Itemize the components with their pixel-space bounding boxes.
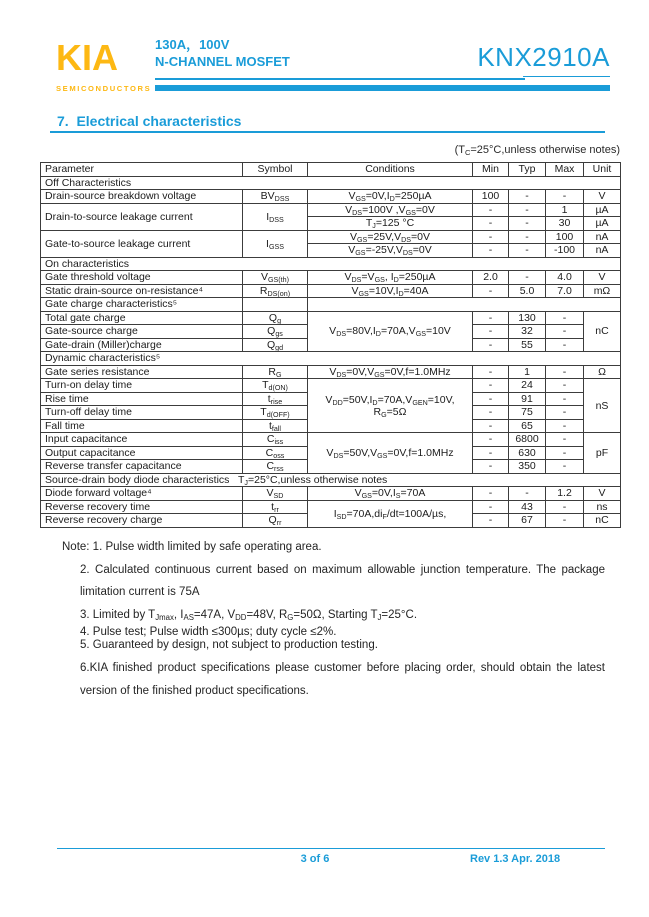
max-cell: - [546, 392, 584, 406]
cond-cell: $V_{GS}=0V,I_D=250\mu A$ [308, 190, 473, 204]
table-row [41, 487, 621, 501]
unit-cell: V [584, 190, 621, 204]
typ-cell: 350 [509, 460, 546, 474]
max-cell: - [546, 406, 584, 420]
symbol-cell: $Q_{gd}$ [243, 338, 308, 352]
notes-block [62, 536, 607, 702]
table-header-row [41, 163, 621, 177]
min-cell: - [473, 338, 509, 352]
col-header-typ: Typ [509, 163, 546, 177]
typ-cell: - [509, 190, 546, 204]
typ-cell: 1 [509, 365, 546, 379]
section-heading: 7. Electrical characteristics [57, 113, 242, 129]
symbol-cell: $Q_g$ [243, 311, 308, 325]
col-header-unit: Unit [584, 163, 621, 177]
typ-cell: 67 [509, 514, 546, 528]
header-thin-rule-left [155, 78, 525, 80]
symbol-cell: $I_{GSS}$ [243, 230, 308, 257]
param-cell: Input capacitance [41, 433, 243, 447]
table-row [41, 190, 621, 204]
cond-cell: $V_{DS}=80V,I_D=70A,V_{GS}=10V$ [308, 311, 473, 352]
max-cell: - [546, 500, 584, 514]
symbol-cell: $BV_{DSS}$ [243, 190, 308, 204]
max-cell: 1.2 [546, 487, 584, 501]
max-cell: - [546, 190, 584, 204]
symbol-cell: $t_{rise}$ [243, 392, 308, 406]
kia-logo: KIA [56, 37, 118, 78]
min-cell: - [473, 446, 509, 460]
param-cell: Reverse recovery charge [41, 514, 243, 528]
max-cell: 4.0 [546, 271, 584, 285]
min-cell: - [473, 230, 509, 244]
max-cell: - [546, 419, 584, 433]
typ-cell: 55 [509, 338, 546, 352]
unit-cell: V [584, 271, 621, 285]
max-cell: - [546, 460, 584, 474]
col-header-min: Min [473, 163, 509, 177]
symbol-cell: $R_G$ [243, 365, 308, 379]
note-3: 3. Limited by $T_{Jmax}$, $I_{AS}=47A$, $V_{DD}=48V$, $R_G=50\Omega$, Starting $T_J=25^\circ C$. [80, 608, 418, 622]
symbol-cell: $t_{rr}$ [243, 500, 308, 514]
device-subtitle [155, 36, 290, 70]
typ-cell: 630 [509, 446, 546, 460]
typ-cell: 6800 [509, 433, 546, 447]
symbol-cell: $V_{GS(th)}$ [243, 271, 308, 285]
table-row [41, 365, 621, 379]
min-cell: - [473, 311, 509, 325]
unit-cell: nS [584, 379, 621, 433]
cond-cell: $V_{DS}=0V,V_{GS}=0V,f=1.0MHz$ [308, 365, 473, 379]
unit-cell: V [584, 487, 621, 501]
typ-cell: 32 [509, 325, 546, 339]
typ-cell: - [509, 217, 546, 231]
param-cell: Turn-on delay time [41, 379, 243, 393]
col-header-max: Max [546, 163, 584, 177]
symbol-cell: $Q_{rr}$ [243, 514, 308, 528]
max-cell: - [546, 338, 584, 352]
electrical-characteristics-table [40, 162, 621, 528]
cond-cell: $V_{DS}=V_{GS}$, $I_D=250\mu A$ [308, 271, 473, 285]
table-row [41, 203, 621, 217]
symbol-cell: $R_{DS(on)}$ [243, 284, 308, 298]
empty-cell [243, 298, 308, 312]
typ-cell: 65 [509, 419, 546, 433]
unit-cell: µA [584, 203, 621, 217]
symbol-cell: $T_{d(OFF)}$ [243, 406, 308, 420]
symbol-cell: $t_{fall}$ [243, 419, 308, 433]
section-label: Dynamic characteristics⁵ [41, 352, 621, 366]
param-cell: Gate series resistance [41, 365, 243, 379]
note-1: Note: 1. Pulse width limited by safe operating area. [62, 541, 322, 553]
cond-cell: $V_{GS}=0V,I_S=70A$ [308, 487, 473, 501]
min-cell: - [473, 433, 509, 447]
min-cell: - [473, 325, 509, 339]
param-cell: Reverse recovery time [41, 500, 243, 514]
max-cell: 7.0 [546, 284, 584, 298]
max-cell: 30 [546, 217, 584, 231]
param-cell: Drain-source breakdown voltage [41, 190, 243, 204]
param-cell: Gate-to-source leakage current [41, 230, 243, 257]
note-5: 5. Guaranteed by design, not subject to production testing. [80, 639, 378, 651]
unit-cell: mΩ [584, 284, 621, 298]
section-heading-underline [50, 131, 605, 133]
unit-cell: ns [584, 500, 621, 514]
section-row-diode [41, 473, 621, 487]
min-cell: 2.0 [473, 271, 509, 285]
max-cell: - [546, 514, 584, 528]
typ-cell: - [509, 487, 546, 501]
section-row-on [41, 257, 621, 271]
device-rating: 130A，100V [155, 37, 230, 52]
param-cell: Static drain-source on-resistance⁴ [41, 284, 243, 298]
col-header-conditions: Conditions [308, 163, 473, 177]
typ-cell: 43 [509, 500, 546, 514]
max-cell: 1 [546, 203, 584, 217]
param-cell: Output capacitance [41, 446, 243, 460]
revision-label: Rev 1.3 Apr. 2018 [470, 853, 561, 865]
cond-cell: $I_{SD}=70A,di_F/dt=100A/\mu s$, [308, 500, 473, 527]
kia-logo-subtext: SEMICONDUCTORS [56, 84, 152, 93]
table-row [41, 271, 621, 285]
min-cell: - [473, 487, 509, 501]
cond-cell: $T_J=125$ °C [308, 217, 473, 231]
min-cell: - [473, 379, 509, 393]
min-cell: - [473, 392, 509, 406]
param-cell: Gate-drain (Miller)charge [41, 338, 243, 352]
table-row [41, 433, 621, 447]
cond-cell: $V_{DS}=50V,V_{GS}=0V,f=1.0MHz$ [308, 433, 473, 474]
typ-cell: 91 [509, 392, 546, 406]
min-cell: - [473, 460, 509, 474]
param-cell: Gate threshold voltage [41, 271, 243, 285]
param-cell: Total gate charge [41, 311, 243, 325]
cond-cell: $V_{GS}=25V,V_{DS}=0V$ [308, 230, 473, 244]
cond-cell: $V_{GS}=10V,I_D=40A$ [308, 284, 473, 298]
col-header-parameter: Parameter [41, 163, 243, 177]
max-cell: - [546, 325, 584, 339]
section-label: Source-drain body diode characteristics $T_J=25^\circ C,unless$ otherwise notes [41, 473, 621, 487]
device-type: N-CHANNEL MOSFET [155, 54, 290, 69]
min-cell: 100 [473, 190, 509, 204]
typ-cell: 130 [509, 311, 546, 325]
max-cell: - [546, 311, 584, 325]
section-label: Off Characteristics [41, 176, 621, 190]
cond-cell: $V_{DS}=100V$ $,V_{GS}=0V$ [308, 203, 473, 217]
header-thin-rule-right [523, 76, 610, 78]
cond-cell: $V_{DD}=50V,I_D=70A,V_{GEN}=10V$, $R_G=5\Omega$ [308, 379, 473, 433]
table-row [41, 311, 621, 325]
unit-cell: pF [584, 433, 621, 474]
typ-cell: - [509, 271, 546, 285]
min-cell: - [473, 217, 509, 231]
cond-cell: $V_{GS}=-25V,V_{DS}=0V$ [308, 244, 473, 258]
note-2: 2. Calculated continuous current based on maximum allowable junction temperature. The package limitation current is 75A [80, 563, 605, 598]
max-cell: -100 [546, 244, 584, 258]
param-cell: Rise time [41, 392, 243, 406]
table-caption: ($T_C=25^\circ C,unless$ otherwise notes) [454, 144, 620, 157]
typ-cell: 5.0 [509, 284, 546, 298]
typ-cell: - [509, 230, 546, 244]
symbol-cell: $Q_{gs}$ [243, 325, 308, 339]
table-row [41, 379, 621, 393]
symbol-cell: $C_{oss}$ [243, 446, 308, 460]
min-cell: - [473, 365, 509, 379]
min-cell: - [473, 406, 509, 420]
typ-cell: - [509, 203, 546, 217]
min-cell: - [473, 500, 509, 514]
typ-cell: - [509, 244, 546, 258]
table-row [41, 230, 621, 244]
note-6: 6.KIA finished product specifications please customer before placing order, should obtain the latest version of the finished product specifications. [80, 662, 605, 697]
typ-cell: 75 [509, 406, 546, 420]
table-row [41, 284, 621, 298]
unit-cell: nC [584, 311, 621, 352]
unit-cell: nA [584, 230, 621, 244]
section-row-dynamic [41, 352, 621, 366]
min-cell: - [473, 284, 509, 298]
typ-cell: 24 [509, 379, 546, 393]
symbol-cell: $V_{SD}$ [243, 487, 308, 501]
max-cell: 100 [546, 230, 584, 244]
section-label: On characteristics [41, 257, 621, 271]
section-label: Gate charge characteristics⁵ [41, 298, 243, 312]
section-row-off [41, 176, 621, 190]
max-cell: - [546, 446, 584, 460]
max-cell: - [546, 433, 584, 447]
min-cell: - [473, 514, 509, 528]
col-header-symbol: Symbol [243, 163, 308, 177]
note-4: 4. Pulse test; Pulse width ≤300µs; duty cycle ≤2%. [80, 626, 337, 638]
param-cell: Reverse transfer capacitance [41, 460, 243, 474]
table-row [41, 500, 621, 514]
symbol-cell: $I_{DSS}$ [243, 203, 308, 230]
table-container [40, 162, 621, 528]
param-cell: Fall time [41, 419, 243, 433]
max-cell: - [546, 365, 584, 379]
empty-cell [308, 298, 621, 312]
footer-rule [57, 848, 605, 849]
param-cell: Diode forward voltage⁴ [41, 487, 243, 501]
min-cell: - [473, 419, 509, 433]
part-number: KNX2910A [477, 42, 610, 72]
unit-cell: nA [584, 244, 621, 258]
symbol-cell: $C_{rss}$ [243, 460, 308, 474]
symbol-cell: $C_{iss}$ [243, 433, 308, 447]
symbol-cell: $T_{d(ON)}$ [243, 379, 308, 393]
min-cell: - [473, 203, 509, 217]
param-cell: Turn-off delay time [41, 406, 243, 420]
unit-cell: Ω [584, 365, 621, 379]
param-cell: Drain-to-source leakage current [41, 203, 243, 230]
min-cell: - [473, 244, 509, 258]
param-cell: Gate-source charge [41, 325, 243, 339]
section-row-gate-charge [41, 298, 621, 312]
max-cell: - [546, 379, 584, 393]
page-number: 3 of 6 [300, 853, 330, 865]
header-thick-bar [155, 85, 610, 91]
unit-cell: nC [584, 514, 621, 528]
unit-cell: µA [584, 217, 621, 231]
